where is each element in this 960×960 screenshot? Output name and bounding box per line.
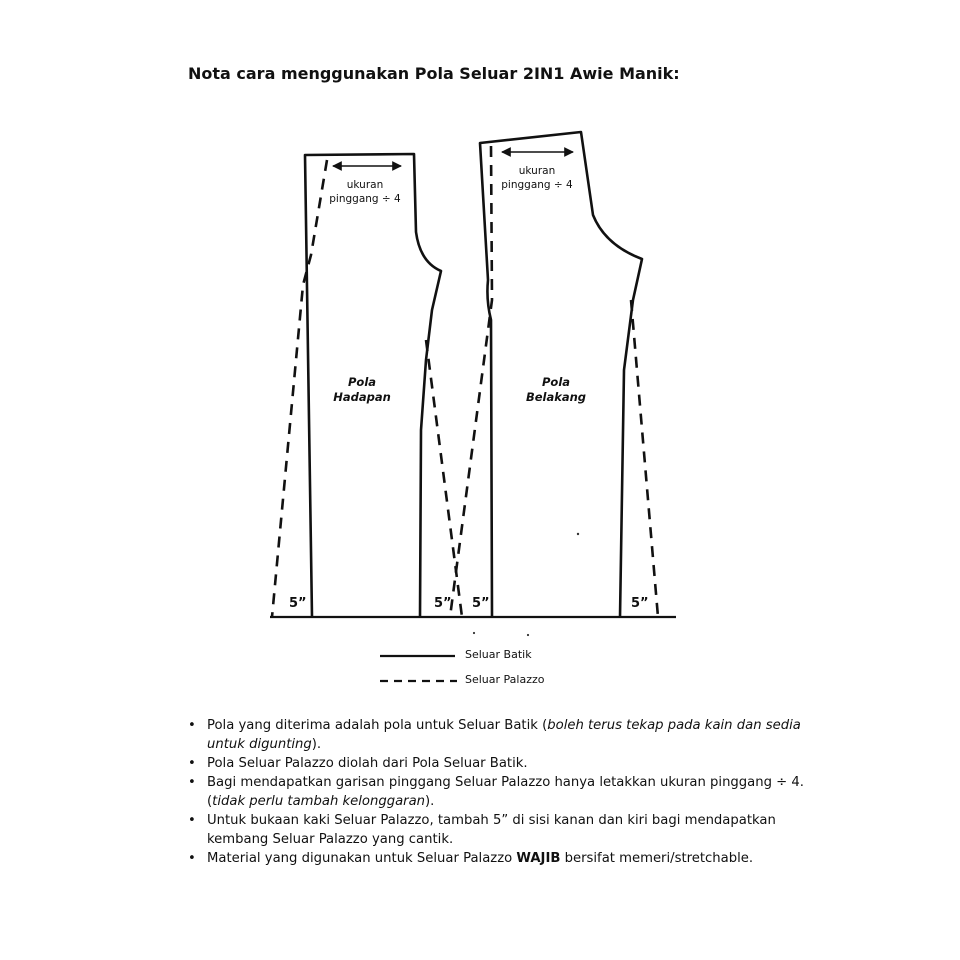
note-1-italic-2: untuk digunting — [207, 737, 312, 752]
front-pattern-name-line1: Pola — [347, 375, 377, 389]
front-pattern-name — [322, 375, 402, 405]
front-pattern-name-line2: Hadapan — [333, 390, 391, 404]
note-3-end: ). — [425, 794, 435, 809]
note-5-text: Material yang digunakan untuk Seluar Palazzo — [207, 851, 517, 866]
note-3-text: Bagi mendapatkan garisan pinggang Seluar Palazzo hanya letakkan ukuran pinggang ÷ 4. — [207, 775, 804, 790]
front-waist-label-line2: pinggang ÷ 4 — [329, 193, 401, 205]
back-palazzo-right-dashed — [631, 300, 658, 617]
note-item — [188, 754, 808, 773]
back-palazzo-left-dashed — [450, 146, 492, 617]
front-palazzo-left-dashed — [272, 160, 327, 617]
note-3-italic: tidak perlu tambah kelonggaran — [212, 794, 426, 809]
speck — [473, 632, 475, 634]
front-waist-label-line1: ukuran — [346, 179, 384, 191]
note-2-text: Pola Seluar Palazzo diolah dari Pola Seluar Batik. — [207, 756, 528, 771]
bullet: • — [188, 813, 196, 828]
note-5-bold: WAJIB — [516, 851, 561, 866]
notes-list — [188, 716, 808, 868]
note-1-text: Pola yang diterima adalah pola untuk Seluar Batik ( — [207, 718, 548, 733]
bullet: • — [188, 756, 196, 771]
note-item — [188, 849, 808, 868]
front-right-extra-label: 5” — [434, 596, 452, 611]
note-1-end: ). — [311, 737, 322, 752]
note-1-italic: boleh terus tekap pada kain dan sedia — [547, 718, 801, 733]
legend-solid-label: Seluar Batik — [465, 648, 532, 661]
page-title: Nota cara menggunakan Pola Seluar 2IN1 Awie Manik: — [188, 64, 680, 83]
speck — [577, 533, 579, 535]
note-item — [188, 773, 808, 811]
back-waist-label-line1: ukuran — [518, 165, 556, 177]
note-5-end: bersifat memeri/stretchable. — [560, 851, 754, 866]
back-waist-label-line2: pinggang ÷ 4 — [501, 179, 573, 191]
bullet: • — [188, 851, 196, 866]
bullet: • — [188, 718, 196, 733]
back-right-extra-label: 5” — [631, 596, 649, 611]
note-item — [188, 811, 808, 849]
back-left-extra-label: 5” — [472, 596, 490, 611]
note-4-text-2: kembang Seluar Palazzo yang cantik. — [207, 832, 454, 847]
back-pattern-name — [516, 375, 596, 405]
note-3-open: ( — [207, 794, 213, 809]
back-waist-label — [497, 164, 577, 192]
legend-dashed-label: Seluar Palazzo — [465, 673, 545, 686]
bullet: • — [188, 775, 196, 790]
front-left-extra-label: 5” — [289, 596, 307, 611]
speck — [527, 634, 529, 636]
back-pattern-name-line1: Pola — [541, 375, 571, 389]
note-item — [188, 716, 808, 754]
note-4-text: Untuk bukaan kaki Seluar Palazzo, tambah 5” di sisi kanan dan kiri bagi mendapatkan — [207, 813, 776, 828]
front-palazzo-right-dashed — [426, 340, 462, 617]
back-pattern-name-line2: Belakang — [525, 390, 587, 404]
front-waist-label — [325, 178, 405, 206]
